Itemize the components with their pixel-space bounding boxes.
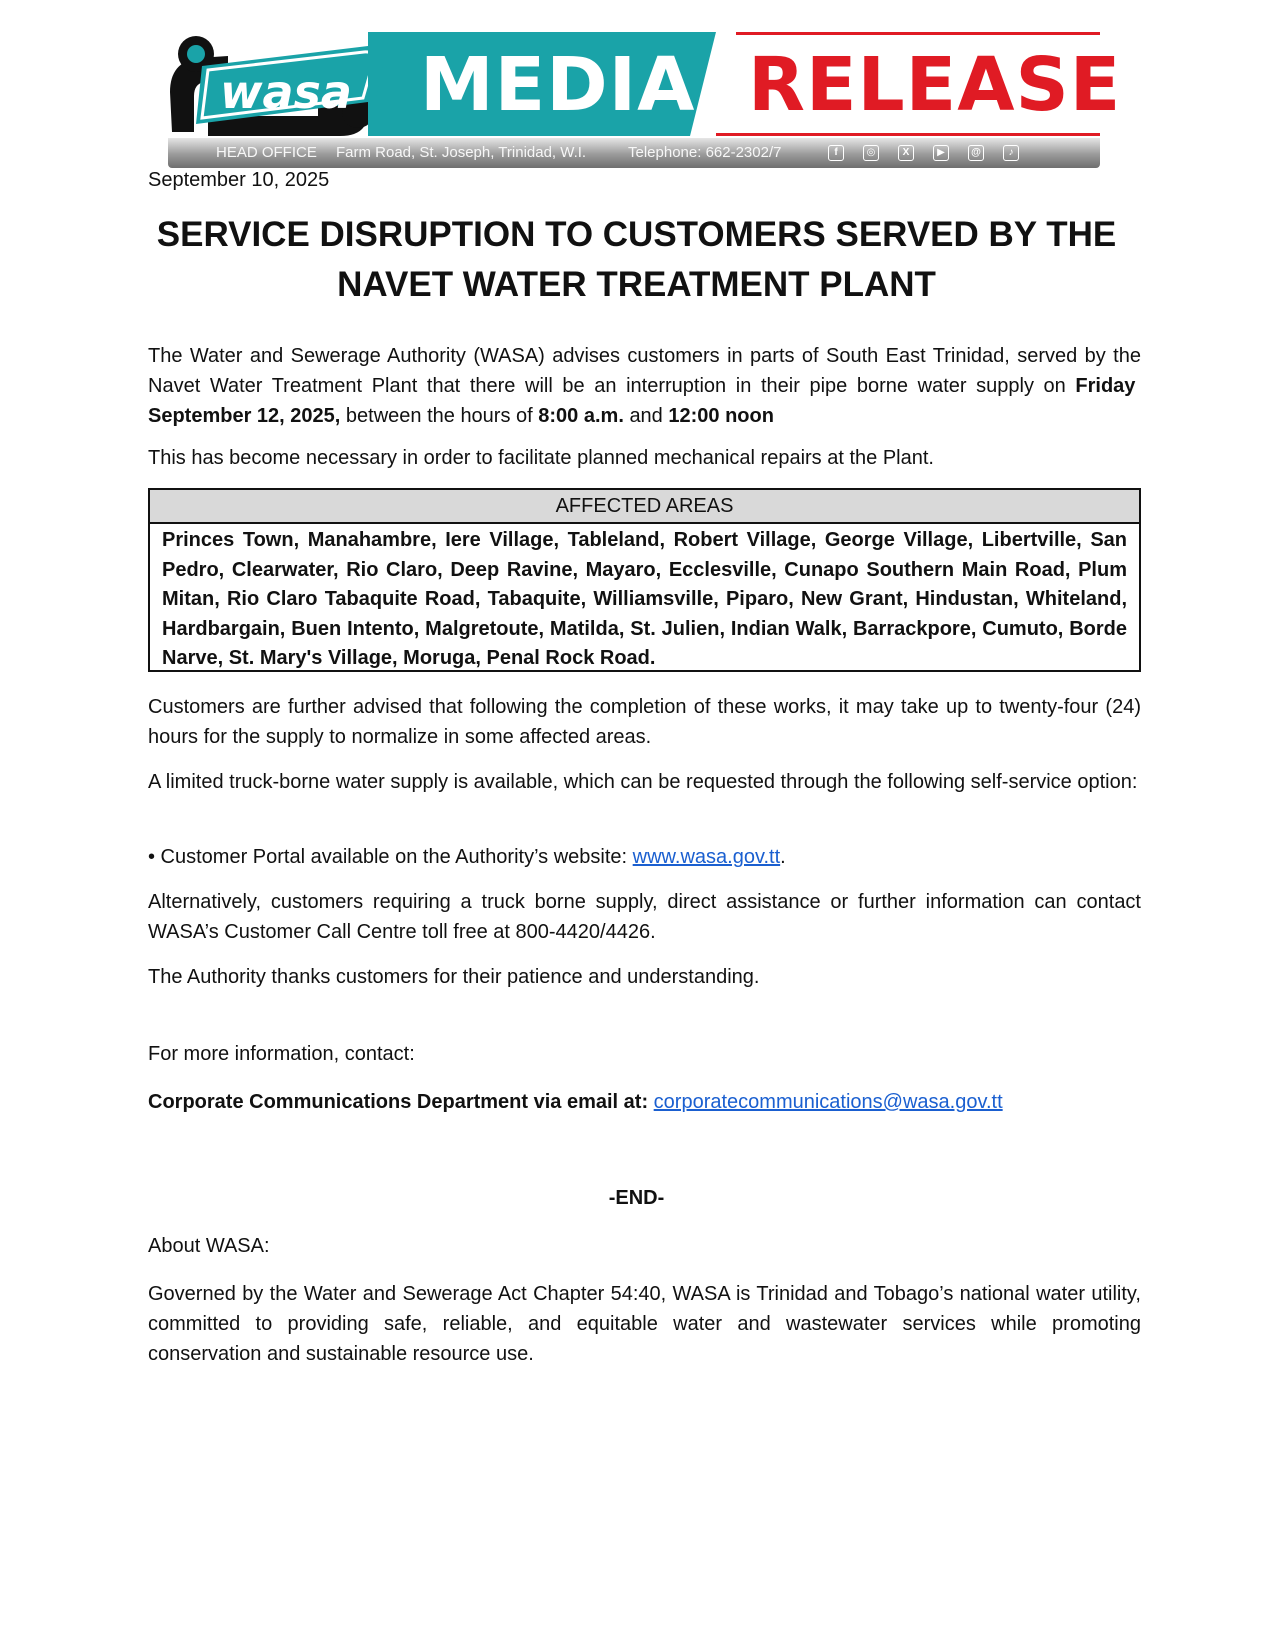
instagram-icon[interactable]: ◎ — [863, 145, 879, 161]
facebook-icon[interactable]: f — [828, 145, 844, 161]
interruption-day: Friday — [1075, 375, 1136, 397]
thanks-paragraph: The Authority thanks customers for their patience and understanding. — [148, 966, 760, 988]
start-time: 8:00 a.m. — [538, 405, 624, 427]
about-heading: About WASA: — [148, 1235, 270, 1257]
website-link[interactable]: www.wasa.gov.tt — [632, 846, 781, 868]
threads-icon[interactable]: @ — [968, 145, 984, 161]
affected-areas-list: Princes Town, Manahambre, Iere Village, Tableland, Robert Village, George Village, Libertville, San Pedro, Clearwater, Rio Claro, Deep Ravine, Mayaro, Ecclesville, Cunapo Southern Main Road, Plum Mitan, Rio Claro Tabaquite Road, Tabaquite, Williamsville, Piparo, New Grant, Hindustan, Whiteland, Hardbargain, Buen Intento, Malgretoute, Matilda, St. Julien, Indian Walk, Barrackpore, Cumuto, Borde Narve, St. Mary's Village, Moruga, Penal Rock Road. — [162, 529, 1127, 669]
end-time: 12:00 noon — [668, 405, 774, 427]
head-office-label: HEAD OFFICE — [216, 144, 317, 161]
logo-text: wasa — [220, 65, 352, 119]
office-address: Farm Road, St. Joseph, Trinidad, W.I. — [336, 144, 587, 161]
affected-areas-table — [148, 488, 1141, 672]
youtube-icon[interactable]: ▶ — [933, 145, 949, 161]
call-centre-paragraph: Alternatively, customers requiring a truck borne supply, direct assistance or further information can contact WASA’s Customer Call Centre toll free at 800-4420/4426. — [148, 891, 1141, 943]
title-line-1: SERVICE DISRUPTION TO CUSTOMERS SERVED BY THE — [156, 215, 1117, 254]
release-word: RELEASE — [748, 42, 1122, 128]
release-title — [148, 210, 1125, 310]
contact-email-link[interactable]: corporatecommunications@wasa.gov.tt — [653, 1091, 1003, 1113]
contact-label: Corporate Communications Department via email at: — [148, 1091, 649, 1113]
media-release-banner — [168, 30, 1122, 170]
contact-line — [148, 1087, 1125, 1117]
about-paragraph: Governed by the Water and Sewerage Act Chapter 54:40, WASA is Trinidad and Tobago’s national water utility, committed to providing safe, reliable, and equitable water and wastewater services while promoting conservation and sustainable resource use. — [148, 1283, 1141, 1365]
intro-paragraph: The Water and Sewerage Authority (WASA) advises customers in parts of South East Trinidad, served by the Navet Water Treatment Plant that there will be an interruption in their pipe borne water supply on Friday September 12, 2025, between the hours of 8:00 a.m. and 12:00 noon — [148, 345, 1141, 427]
title-line-2: NAVET WATER TREATMENT PLANT — [337, 265, 936, 304]
x-icon[interactable]: X — [898, 145, 914, 161]
reason-paragraph: This has become necessary in order to facilitate planned mechanical repairs at the Plant. — [148, 447, 934, 469]
release-date: September 10, 2025 — [148, 169, 330, 191]
truck-borne-paragraph: A limited truck-borne water supply is available, which can be requested through the following self-service option: — [148, 771, 1138, 793]
tiktok-icon[interactable]: ♪ — [1003, 145, 1019, 161]
media-word: MEDIA — [420, 42, 696, 128]
interruption-date: September 12, 2025, — [148, 405, 341, 427]
contact-info-bar — [168, 138, 1100, 168]
normalize-paragraph: Customers are further advised that following the completion of these works, it may take up to twenty-four (24) hours for the supply to normalize in some affected areas. — [148, 696, 1141, 748]
portal-bullet: • Customer Portal available on the Authority’s website: www.wasa.gov.tt. — [148, 846, 786, 868]
end-marker: -END- — [608, 1187, 665, 1209]
affected-areas-heading: AFFECTED AREAS — [150, 490, 1139, 524]
more-info-label: For more information, contact: — [148, 1043, 415, 1065]
office-telephone: Telephone: 662-2302/7 — [628, 144, 782, 161]
